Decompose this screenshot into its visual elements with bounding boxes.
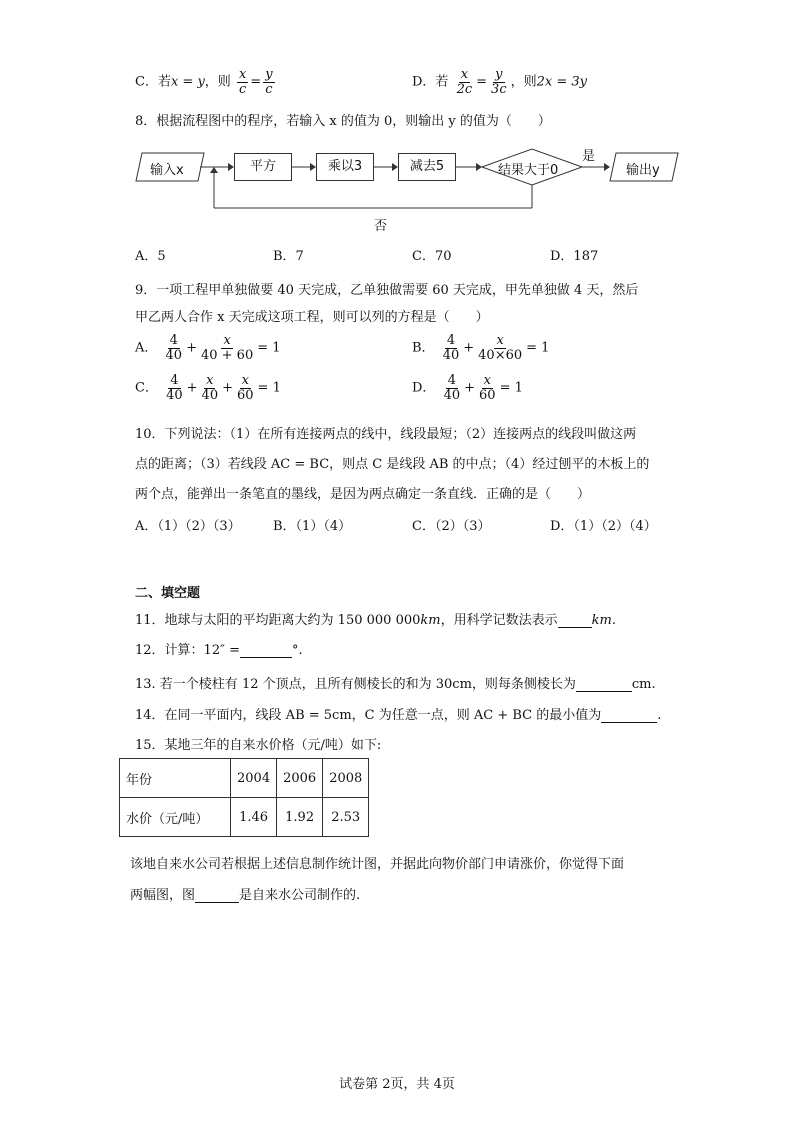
- table-cell: 2008: [323, 759, 369, 798]
- plus-sign: +: [222, 380, 233, 396]
- numerator: x: [483, 373, 491, 388]
- q9-stem-line2: 甲乙两人合作 x 天完成这项工程，则可以列的方程是（ ）: [135, 310, 489, 325]
- q10-option-d: D．（1）（2）（4）: [550, 519, 657, 534]
- q10-option-c: C．（2）（3）: [412, 519, 491, 534]
- plus-sign: +: [186, 340, 197, 356]
- q11-end: .: [611, 613, 616, 628]
- flow-no-label: 否: [374, 219, 388, 234]
- fraction: [200, 374, 221, 402]
- numerator: 4: [169, 333, 178, 348]
- numerator: x: [241, 373, 249, 388]
- q10-line2: 点的距离；（3）若线段 AC = BC，则点 C 是线段 AB 的中点；（4）经过刨平的木板上的: [135, 457, 650, 472]
- table-row: [120, 759, 369, 798]
- table-cell: 1.92: [277, 798, 323, 837]
- fraction: [199, 334, 255, 362]
- q7-option-d-label: D．若: [412, 74, 449, 90]
- q11-text: 11．地球与太阳的平均距离大约为 150 000 000: [135, 613, 421, 628]
- flow-subtract: 减去5: [398, 153, 456, 181]
- fraction: [489, 68, 509, 96]
- answer-blank[interactable]: [576, 679, 632, 692]
- q8-option-b: B．7: [273, 249, 304, 264]
- fraction: [164, 374, 185, 402]
- q9-option-b: [412, 334, 549, 362]
- table-cell: 水价（元/吨）: [120, 798, 231, 837]
- numerator: x: [223, 333, 231, 348]
- q10-line3: 两个点，能弹出一条笔直的墨线，是因为两点确定一条直线．正确的是（ ）: [135, 487, 591, 502]
- denominator: 40: [201, 387, 219, 403]
- page-footer: 试卷第 2页，共 4页: [339, 1077, 455, 1092]
- answer-blank[interactable]: [558, 615, 592, 628]
- q7-option-d-then: ，则: [510, 74, 537, 90]
- equals-sign: =: [476, 74, 488, 90]
- q7-option-c: [135, 68, 277, 96]
- q10-line1: 10．下列说法：（1）在所有连接两点的线中，线段最短；（2）连接两点的线段叫做这两: [135, 427, 637, 442]
- fraction: [476, 334, 524, 362]
- q8-stem: 8．根据流程图中的程序，若输入 x 的值为 0，则输出 y 的值为（ ）: [135, 114, 551, 129]
- q15-line1: 该地自来水公司若根据上述信息制作统计图，并据此向物价部门申请涨价，你觉得下面: [130, 857, 625, 872]
- numerator: x: [460, 67, 469, 82]
- denominator: 40: [165, 347, 183, 363]
- table-cell: 2006: [277, 759, 323, 798]
- option-label: B．: [412, 340, 435, 356]
- q7-option-d-result: 2x = 3y: [536, 74, 587, 90]
- denominator: 40: [443, 387, 461, 403]
- q11: [135, 609, 616, 628]
- q15-stem: 15．某地三年的自来水价格（元/吨）如下:: [135, 738, 382, 753]
- q12-end: °.: [291, 643, 303, 658]
- q13-text: 13. 若一个棱柱有 12 个顶点，且所有侧棱长的和为 30cm，则每条侧棱长为: [135, 677, 576, 692]
- denominator: 40 + 60: [200, 347, 254, 363]
- numerator: y: [495, 67, 503, 82]
- q9-option-a: [135, 334, 281, 362]
- q13-end: cm.: [631, 677, 656, 692]
- denominator: 60: [237, 387, 254, 403]
- numerator: 4: [447, 373, 456, 388]
- q8-option-c: C．70: [412, 249, 452, 264]
- table: [119, 758, 369, 837]
- denominator: c: [265, 81, 273, 97]
- table-cell: 2.53: [323, 798, 369, 837]
- denominator: 40: [166, 387, 183, 403]
- numerator: x: [496, 333, 504, 348]
- q14-text: 14．在同一平面内，线段 AB = 5cm，C 为任意一点，则 AC + BC 的最小值为: [135, 708, 602, 723]
- q9-option-c: [135, 374, 281, 402]
- fraction: [441, 334, 462, 362]
- numerator: x: [206, 373, 214, 388]
- plus-sign: +: [186, 380, 198, 396]
- plus-sign: +: [464, 380, 476, 396]
- fraction: [164, 334, 185, 362]
- answer-blank[interactable]: [195, 890, 239, 903]
- q11-unit: km: [420, 613, 441, 628]
- option-label: D．: [412, 380, 436, 396]
- q10-option-a: A．（1）（2）（3）: [135, 519, 241, 534]
- q7-option-c-condition: x = y: [170, 74, 205, 90]
- table-cell: 年份: [120, 759, 231, 798]
- table-cell: 1.46: [231, 798, 277, 837]
- plus-sign: +: [463, 340, 475, 356]
- q14-end: .: [657, 708, 662, 723]
- q8-option-d: D．187: [550, 249, 599, 264]
- denominator: 40: [442, 347, 460, 363]
- denominator: 2c: [456, 81, 473, 97]
- equals-one: = 1: [499, 380, 523, 396]
- table-cell: 2004: [231, 759, 277, 798]
- numerator: y: [265, 67, 273, 82]
- flow-input: 输入x: [150, 163, 184, 178]
- fraction: [455, 68, 475, 96]
- q15-line2-post: 是自来水公司制作的.: [239, 888, 361, 903]
- water-price-table: [119, 758, 369, 837]
- q11-unit-2: km: [591, 613, 612, 628]
- numerator: x: [238, 67, 247, 82]
- answer-blank[interactable]: [601, 710, 657, 723]
- q10-option-b: B．（1）（4）: [273, 519, 352, 534]
- q15-line2: [130, 884, 360, 903]
- q12-text: 12．计算：12″ =: [135, 643, 240, 658]
- q13: [135, 673, 656, 692]
- flow-decision: 结果大于0: [498, 163, 559, 178]
- fraction: [477, 374, 498, 402]
- denominator: 3c: [491, 81, 507, 97]
- equals-sign: =: [250, 74, 262, 90]
- equals-one: = 1: [526, 340, 550, 356]
- flow-output: 输出y: [626, 163, 660, 178]
- q15-line2-pre: 两幅图，图: [130, 888, 196, 903]
- numerator: 4: [446, 333, 456, 348]
- option-label: A．: [135, 340, 158, 356]
- fraction: [263, 68, 274, 96]
- q7-option-c-label: C．若: [135, 74, 171, 90]
- answer-blank[interactable]: [240, 645, 292, 658]
- equals-one: = 1: [257, 340, 281, 356]
- q11-text-mid: ，用科学记数法表示: [440, 613, 558, 628]
- flow-multiply: 乘以3: [316, 153, 374, 181]
- denominator: c: [238, 81, 247, 97]
- q8-option-a: A．5: [135, 249, 166, 264]
- flow-square: 平方: [234, 153, 292, 181]
- fraction: [235, 374, 256, 402]
- q7-option-c-then: ，则: [204, 74, 231, 90]
- section-title: 二、填空题: [135, 586, 201, 601]
- q9-stem-line1: 9．一项工程甲单独做要 40 天完成，乙单独做需要 60 天完成，甲先单独做 4 天，然后: [135, 283, 639, 298]
- flow-yes-label: 是: [582, 149, 596, 164]
- denominator: 40×60: [478, 347, 523, 363]
- table-row: [120, 798, 369, 837]
- q7-option-d: [412, 68, 587, 96]
- fraction: [442, 374, 463, 402]
- denominator: 60: [479, 387, 496, 403]
- q14: [135, 704, 661, 723]
- q12: [135, 639, 303, 658]
- equals-one: = 1: [257, 380, 281, 396]
- fraction: [237, 68, 248, 96]
- option-label: C．: [135, 380, 158, 396]
- numerator: 4: [170, 373, 179, 388]
- q9-option-d: [412, 374, 523, 402]
